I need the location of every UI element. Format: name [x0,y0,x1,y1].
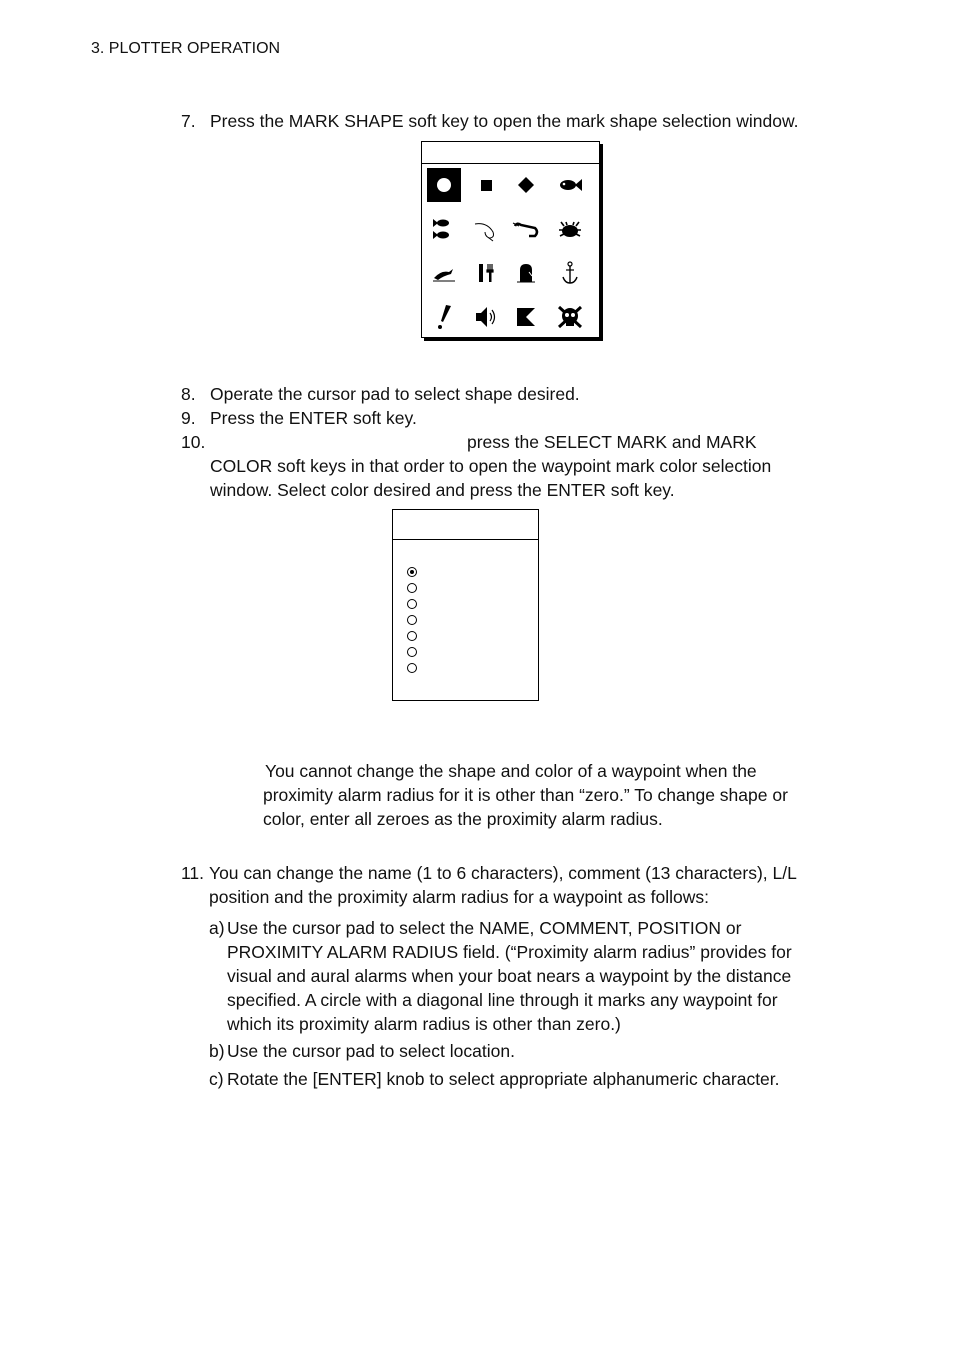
step-10-line-3: window. Select color desired and press the ENTER soft key. [210,480,675,500]
mark-shape-anchor[interactable] [553,256,587,290]
color-option-radio-2[interactable] [407,583,417,593]
mark-shape-two-fish[interactable] [427,212,461,246]
step-11-number: 11. [181,863,205,883]
color-option-radio-7[interactable] [407,663,417,673]
note-line-1: You cannot change the shape and color of a waypoint when the [265,761,757,781]
mark-shape-circle[interactable] [427,168,461,202]
step-10-line-1: press the SELECT MARK and MARK [467,432,757,452]
step-10-line-2: COLOR soft keys in that order to open the waypoint mark color selection [210,456,772,476]
step-9-text: Press the ENTER soft key. [210,408,417,428]
step-7-number: 7. [181,111,196,131]
color-option-radio-5[interactable] [407,631,417,641]
substep-b-text: Use the cursor pad to select location. [227,1041,515,1061]
step-11-line-1: You can change the name (1 to 6 characters), comment (13 characters), L/L [209,863,797,883]
speaker-icon [471,302,501,332]
color-option-radio-6[interactable] [407,647,417,657]
fork-knife-icon [471,258,501,288]
step-9-number: 9. [181,408,196,428]
substep-a-line-2: PROXIMITY ALARM RADIUS field. (“Proximity alarm radius” provides for [227,942,792,962]
flag-icon [511,302,541,332]
substep-b-label: b) [209,1041,225,1061]
mark-shape-diamond[interactable] [509,168,543,202]
square-icon [471,170,501,200]
substep-a-line-3: visual and aural alarms when your boat nears a waypoint by the distance [227,966,792,986]
step-10-number: 10. [181,432,206,452]
mark-shape-speaker[interactable] [469,300,503,334]
substep-c-text: Rotate the [ENTER] knob to select appropriate alphanumeric character. [227,1069,780,1089]
mark-shape-shrimp-outline[interactable] [469,212,503,246]
circle-icon [429,170,459,200]
step-8-number: 8. [181,384,196,404]
mark-shape-shrimp[interactable] [509,212,543,246]
color-option-radio-3[interactable] [407,599,417,609]
fish-icon [555,170,585,200]
mark-shape-skull[interactable] [553,300,587,334]
mark-color-window-titlebar [393,510,538,540]
note-line-2: proximity alarm radius for it is other than “zero.” To change shape or [263,785,788,805]
mark-shape-square[interactable] [469,168,503,202]
mark-color-window [392,509,539,701]
color-option-radio-1[interactable] [407,567,417,577]
substep-a-line-4: specified. A circle with a diagonal line through it marks any waypoint for [227,990,778,1010]
mark-shape-flag[interactable] [509,300,543,334]
step-7-text: Press the MARK SHAPE soft key to open the mark shape selection window. [210,111,799,131]
mark-shape-fish[interactable] [553,168,587,202]
shrimp-outline-icon [471,214,501,244]
mark-shape-tombstone[interactable] [509,256,543,290]
mark-shape-bird[interactable] [427,256,461,290]
mark-shape-exclamation[interactable] [427,300,461,334]
page-header: 3. PLOTTER OPERATION [91,40,281,57]
mark-shape-crab[interactable] [553,212,587,246]
mark-shape-window [421,141,600,338]
tombstone-icon [511,258,541,288]
anchor-icon [555,258,585,288]
diamond-icon [511,170,541,200]
skull-icon [555,302,585,332]
exclamation-icon [429,302,459,332]
note-line-3: color, enter all zeroes as the proximity alarm radius. [263,809,663,829]
step-8-text: Operate the cursor pad to select shape desired. [210,384,580,404]
substep-a-line-5: which its proximity alarm radius is other than zero.) [227,1014,621,1034]
crab-icon [555,214,585,244]
two-fish-icon [429,214,459,244]
substep-a-line-1: Use the cursor pad to select the NAME, COMMENT, POSITION or [227,918,742,938]
bird-icon [429,258,459,288]
mark-shape-fork-knife[interactable] [469,256,503,290]
substep-a-label: a) [209,918,225,938]
shrimp-icon [511,214,541,244]
color-option-radio-4[interactable] [407,615,417,625]
substep-c-label: c) [209,1069,224,1089]
step-11-line-2: position and the proximity alarm radius for a waypoint as follows: [209,887,709,907]
mark-shape-window-titlebar [422,142,599,164]
